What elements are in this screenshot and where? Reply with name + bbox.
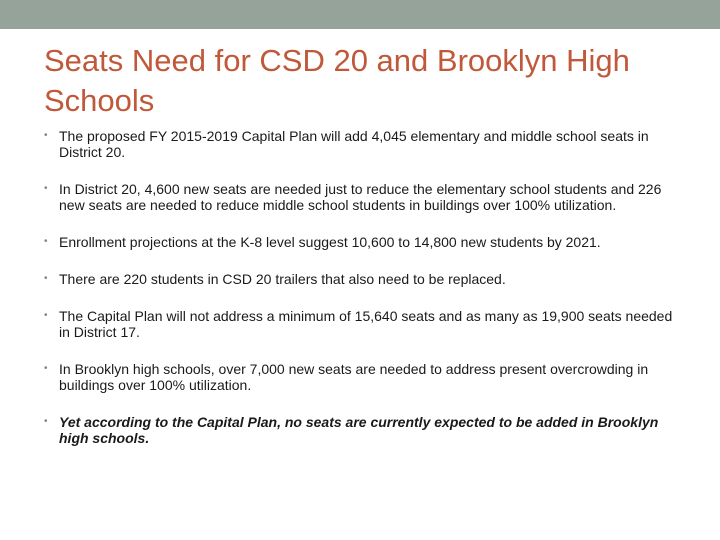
bullet-dot-icon: • (44, 273, 48, 284)
bullet-item (44, 361, 684, 393)
bullet-text: There are 220 students in CSD 20 trailers that also need to be replaced. (59, 271, 506, 287)
bullet-dot-icon: • (44, 310, 48, 321)
bullet-item (44, 271, 684, 287)
bullet-dot-icon: • (44, 363, 48, 374)
bullet-dot-icon: • (44, 416, 48, 427)
bullet-text: In Brooklyn high schools, over 7,000 new seats are needed to address present overcrowding in buildings over 100% utilization. (59, 361, 649, 393)
bullet-list (44, 128, 684, 446)
top-accent-bar (0, 0, 720, 29)
bullet-dot-icon: • (44, 130, 48, 141)
bullet-item (44, 308, 684, 340)
bullet-text: Enrollment projections at the K-8 level suggest 10,600 to 14,800 new students by 2021. (59, 234, 601, 250)
bullet-text: The Capital Plan will not address a minimum of 15,640 seats and as many as 19,900 seats needed in District 17. (59, 308, 673, 340)
bullet-dot-icon: • (44, 183, 48, 194)
bullet-text: Yet according to the Capital Plan, no seats are currently expected to be added in Brooklyn high schools. (59, 414, 659, 446)
bullet-text: The proposed FY 2015-2019 Capital Plan will add 4,045 elementary and middle school seats in District 20. (59, 128, 649, 160)
bullet-item-emphasis (44, 414, 684, 446)
bullet-item (44, 181, 684, 213)
bullet-text: In District 20, 4,600 new seats are needed just to reduce the elementary school students and 226 new seats are needed to reduce middle school students in buildings over 100% utilization. (59, 181, 662, 213)
bullet-item (44, 128, 684, 160)
bullet-dot-icon: • (44, 236, 48, 247)
bullet-item (44, 234, 684, 250)
slide-title: Seats Need for CSD 20 and Brooklyn High Schools (44, 43, 630, 118)
